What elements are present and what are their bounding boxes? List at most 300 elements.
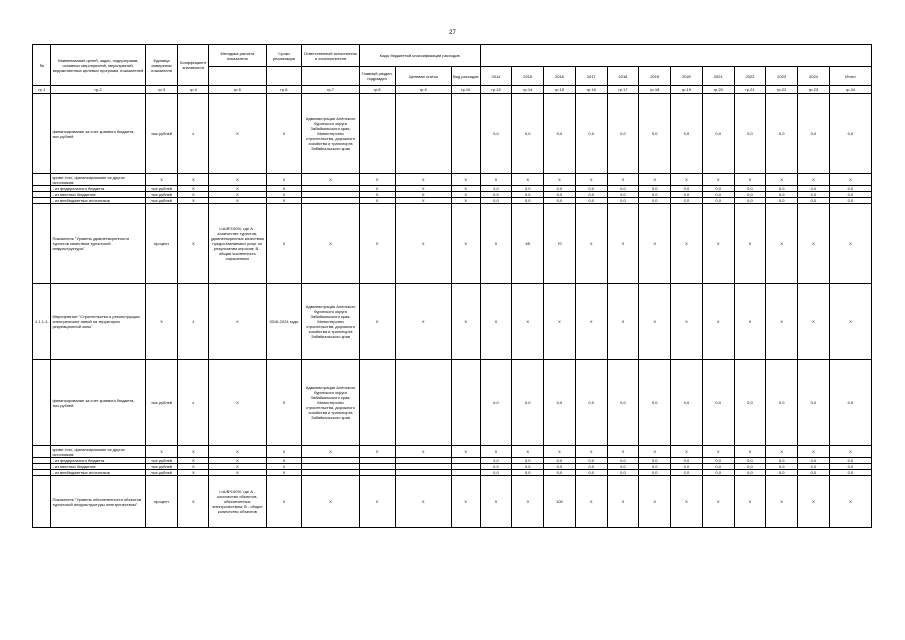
table-cell: Х bbox=[829, 476, 871, 528]
table-cell: 0,0 bbox=[607, 192, 639, 198]
table-cell: Х bbox=[512, 284, 544, 360]
table-cell: 0,0 bbox=[671, 192, 703, 198]
table-cell: 0,0 bbox=[702, 186, 734, 192]
table-cell: - из федерального бюджета bbox=[51, 186, 145, 192]
table-cell: 0,0 bbox=[671, 198, 703, 204]
table-cell: 0,0 bbox=[766, 192, 798, 198]
table-cell: 0,0 bbox=[544, 192, 576, 198]
table-cell: Х bbox=[607, 446, 639, 458]
table-cell: Х bbox=[395, 284, 451, 360]
table-cell: 0,0 bbox=[607, 470, 639, 476]
table-cell: Х bbox=[480, 284, 512, 360]
table-cell: 0,0 bbox=[671, 186, 703, 192]
table-cell: - из местных бюджетов bbox=[51, 192, 145, 198]
table-cell bbox=[33, 476, 51, 528]
table-cell: 0,0 bbox=[544, 458, 576, 464]
table-cell: Х bbox=[266, 446, 302, 458]
table-cell: 0,0 bbox=[512, 458, 544, 464]
table-cell: Х bbox=[671, 204, 703, 284]
header-blank-resp bbox=[302, 67, 359, 86]
table-cell: Х bbox=[266, 464, 302, 470]
table-cell: тыс.рублей bbox=[145, 198, 178, 204]
table-cell: I=A/B*100%, где А - количество туристов, удовлетворенных качеством предоставляемых услуг по результатам опросов; B - общая численность опрошенных bbox=[209, 204, 266, 284]
header-total: Итого bbox=[829, 67, 871, 86]
table-cell: 0,0 bbox=[671, 360, 703, 446]
column-number: гр.3 bbox=[145, 86, 178, 94]
table-cell: тыс.рублей bbox=[145, 360, 178, 446]
table-cell: Х bbox=[575, 284, 607, 360]
table-cell: - из местных бюджетов bbox=[51, 464, 145, 470]
table-cell: Х bbox=[395, 204, 451, 284]
header-year: 2023 bbox=[766, 67, 798, 86]
table-cell: 0,0 bbox=[734, 94, 766, 174]
table-cell bbox=[451, 360, 480, 446]
table-cell: Х bbox=[266, 94, 302, 174]
table-cell: Х bbox=[451, 446, 480, 458]
table-cell: Х bbox=[302, 446, 359, 458]
column-number: гр.8 bbox=[359, 86, 395, 94]
table-cell bbox=[33, 94, 51, 174]
table-cell: Х bbox=[209, 198, 266, 204]
table-cell: 0,0 bbox=[480, 470, 512, 476]
table-cell: 0,0 bbox=[734, 192, 766, 198]
table-cell: Х bbox=[178, 476, 209, 528]
table-cell: Х bbox=[178, 464, 209, 470]
table-cell: 0,0 bbox=[798, 94, 830, 174]
table-cell: х bbox=[178, 360, 209, 446]
table-cell: 0,0 bbox=[671, 464, 703, 470]
table-cell: 0,0 bbox=[575, 94, 607, 174]
table-cell: 0,0 bbox=[575, 464, 607, 470]
table-cell: 0,0 bbox=[829, 198, 871, 204]
table-cell: Х bbox=[829, 446, 871, 458]
table-cell: 0,0 bbox=[829, 360, 871, 446]
table-cell: Х bbox=[266, 470, 302, 476]
table-cell: 0,0 bbox=[734, 186, 766, 192]
table-cell bbox=[359, 360, 395, 446]
table-cell: - из внебюджетных источников bbox=[51, 470, 145, 476]
table-cell: Х bbox=[544, 446, 576, 458]
table-cell: Х bbox=[451, 476, 480, 528]
table-cell: 0,0 bbox=[544, 360, 576, 446]
table-cell: 0,0 bbox=[829, 464, 871, 470]
table-cell bbox=[33, 446, 51, 458]
header-blank-method bbox=[209, 67, 266, 86]
table-cell: 0,0 bbox=[639, 186, 671, 192]
table-cell: Показатель "Уровень обеспеченности объектов туристской инфраструктуры электричеством" bbox=[51, 476, 145, 528]
table-cell: Х bbox=[359, 186, 395, 192]
table-cell: Х bbox=[209, 94, 266, 174]
column-number: гр.7 bbox=[302, 86, 359, 94]
table-cell: 0,0 bbox=[766, 360, 798, 446]
table-cell: Х bbox=[178, 198, 209, 204]
table-cell: Администрация Аленского бурятского округа Забайкальского края, Министерство строительства, дорожного хозяйства и транспорта Забайкальского края bbox=[302, 360, 359, 446]
table-cell: Х bbox=[451, 174, 480, 186]
header-year: 2015 bbox=[512, 67, 544, 86]
table-cell: Х bbox=[702, 446, 734, 458]
table-cell: - из внебюджетных источников bbox=[51, 198, 145, 204]
table-cell: Х bbox=[702, 204, 734, 284]
table-cell: Х bbox=[512, 174, 544, 186]
table-cell: 0,0 bbox=[607, 458, 639, 464]
column-number: гр.14 bbox=[512, 86, 544, 94]
table-cell: 0,0 bbox=[766, 186, 798, 192]
table-cell: Х bbox=[395, 192, 451, 198]
table-cell: 0,0 bbox=[575, 192, 607, 198]
table-cell: 0,0 bbox=[512, 186, 544, 192]
table-cell: Х bbox=[671, 446, 703, 458]
table-cell: Х bbox=[544, 174, 576, 186]
table-cell: 0,0 bbox=[766, 198, 798, 204]
column-number: гр.21 bbox=[734, 86, 766, 94]
table-cell: Х bbox=[607, 204, 639, 284]
column-number: гр.16 bbox=[575, 86, 607, 94]
table-cell: Х bbox=[480, 446, 512, 458]
header-year: 2018 bbox=[607, 67, 639, 86]
table-cell: 0,0 bbox=[639, 94, 671, 174]
table-cell: Х bbox=[395, 198, 451, 204]
table-cell: Х bbox=[766, 476, 798, 528]
table-cell: Х bbox=[798, 476, 830, 528]
table-cell: Х bbox=[359, 192, 395, 198]
table-cell: Мероприятие "Строительство и реконструкция электрических линий на территории рекреационной зоны" bbox=[51, 284, 145, 360]
table-cell: 0,0 bbox=[766, 458, 798, 464]
table-cell: 0,0 bbox=[734, 360, 766, 446]
table-cell: 1 bbox=[178, 284, 209, 360]
table-cell: тыс.рублей bbox=[145, 94, 178, 174]
column-number: гр.17 bbox=[607, 86, 639, 94]
header-terms: Сроки реализации bbox=[266, 45, 302, 67]
table-cell: Администрация Аленского бурятского округа Забайкальского края, Министерство строительства, дорожного хозяйства и транспорта Забайкальского края bbox=[302, 284, 359, 360]
table-cell: кроме того, финансирование из других источников: bbox=[51, 174, 145, 186]
table-cell: 0,0 bbox=[829, 94, 871, 174]
column-number: гр.5 bbox=[209, 86, 266, 94]
table-cell: 0 bbox=[512, 476, 544, 528]
header-year: 2024 bbox=[798, 67, 830, 86]
table-cell: 0,0 bbox=[829, 186, 871, 192]
table-cell: Х bbox=[209, 192, 266, 198]
column-number: гр.24 bbox=[829, 86, 871, 94]
table-cell: 0,0 bbox=[702, 192, 734, 198]
table-cell: Х bbox=[359, 476, 395, 528]
table-cell: 0,0 bbox=[702, 458, 734, 464]
table-cell: 0,0 bbox=[480, 458, 512, 464]
table-cell: 0,0 bbox=[734, 464, 766, 470]
header-blank-terms bbox=[266, 67, 302, 86]
table-cell: 0,0 bbox=[829, 192, 871, 198]
header-year: 2017 bbox=[575, 67, 607, 86]
table-cell: Х bbox=[671, 284, 703, 360]
table-cell: Х bbox=[829, 174, 871, 186]
table-cell: Х bbox=[766, 446, 798, 458]
header-resp: Ответственный исполнитель и соисполнители bbox=[302, 45, 359, 67]
table-cell: Х bbox=[266, 192, 302, 198]
table-body bbox=[33, 94, 872, 528]
table-cell: 0,0 bbox=[575, 458, 607, 464]
table-cell: 0,0 bbox=[480, 360, 512, 446]
table-cell: Х bbox=[266, 198, 302, 204]
table-cell: Х bbox=[639, 204, 671, 284]
table-cell: Х bbox=[734, 476, 766, 528]
table-row bbox=[33, 94, 872, 174]
table-cell: 0,0 bbox=[480, 198, 512, 204]
table-cell: Х bbox=[395, 446, 451, 458]
table-cell: 70 bbox=[544, 204, 576, 284]
header-year: 2021 bbox=[702, 67, 734, 86]
table-cell: 0,0 bbox=[798, 464, 830, 470]
table-cell: 0,0 bbox=[575, 470, 607, 476]
table-cell bbox=[33, 174, 51, 186]
header-year: 2014 bbox=[480, 67, 512, 86]
table-cell: Х bbox=[145, 284, 178, 360]
table-cell: 0,0 bbox=[512, 470, 544, 476]
table-cell: 0,0 bbox=[512, 360, 544, 446]
table-cell: 0,0 bbox=[512, 192, 544, 198]
table-cell: Х bbox=[395, 174, 451, 186]
table-cell: Х bbox=[209, 174, 266, 186]
table-cell: Х bbox=[178, 204, 209, 284]
column-number: гр.19 bbox=[671, 86, 703, 94]
table-cell: Х bbox=[302, 476, 359, 528]
table-cell: Х bbox=[302, 204, 359, 284]
table-cell: Х bbox=[359, 446, 395, 458]
table-cell bbox=[359, 94, 395, 174]
table-cell: Х bbox=[575, 204, 607, 284]
column-number: гр.4 bbox=[178, 86, 209, 94]
table-cell: Х bbox=[798, 446, 830, 458]
table-cell: Х bbox=[607, 476, 639, 528]
table-cell: 0,0 bbox=[512, 94, 544, 174]
table-cell: 0,0 bbox=[798, 360, 830, 446]
table-cell: Х bbox=[178, 458, 209, 464]
table-cell: 0,0 bbox=[480, 192, 512, 198]
header-year: 2016 bbox=[544, 67, 576, 86]
table-cell: Х bbox=[178, 446, 209, 458]
table-cell: Х bbox=[480, 174, 512, 186]
table-cell: Х bbox=[395, 186, 451, 192]
header-year: 2020 bbox=[671, 67, 703, 86]
table-cell: 0,0 bbox=[575, 360, 607, 446]
table-cell: 0,0 bbox=[798, 470, 830, 476]
column-number: гр.1 bbox=[33, 86, 51, 94]
table-cell: Х bbox=[359, 204, 395, 284]
table-cell: 0,0 bbox=[702, 470, 734, 476]
table-cell: 0,0 bbox=[766, 94, 798, 174]
table-row bbox=[33, 476, 872, 528]
table-cell: Х bbox=[766, 174, 798, 186]
table-cell: Х bbox=[607, 174, 639, 186]
table-cell: Х bbox=[734, 284, 766, 360]
table-cell: Х bbox=[798, 174, 830, 186]
table-cell: 0,0 bbox=[734, 198, 766, 204]
column-number: гр.20 bbox=[702, 86, 734, 94]
table-cell: Х bbox=[734, 174, 766, 186]
table-cell: 0,0 bbox=[734, 458, 766, 464]
header-year: 2022 bbox=[734, 67, 766, 86]
table-cell: Х bbox=[266, 204, 302, 284]
table-cell: 0,0 bbox=[702, 360, 734, 446]
table-cell: Х bbox=[702, 174, 734, 186]
table-cell: 0,0 bbox=[639, 360, 671, 446]
table-cell: 0,0 bbox=[544, 470, 576, 476]
table-cell: 65 bbox=[512, 204, 544, 284]
table-cell: 0,0 bbox=[702, 94, 734, 174]
program-table bbox=[32, 44, 872, 528]
table-cell: Х bbox=[266, 476, 302, 528]
table-cell: 0,0 bbox=[798, 458, 830, 464]
header-num: № bbox=[33, 45, 51, 86]
table-cell: Х bbox=[607, 284, 639, 360]
table-cell: Х bbox=[145, 446, 178, 458]
table-cell: 0,0 bbox=[639, 198, 671, 204]
table-cell: Х bbox=[671, 174, 703, 186]
table-cell: Х bbox=[359, 198, 395, 204]
table-cell: Х bbox=[575, 174, 607, 186]
table-cell: Х bbox=[178, 192, 209, 198]
table-cell: Х bbox=[451, 192, 480, 198]
table-cell: 0,0 bbox=[766, 470, 798, 476]
column-numbers-row bbox=[33, 86, 872, 94]
table-cell: финансирование за счет краевого бюджета, тыс.рублей bbox=[51, 360, 145, 446]
table-cell: 0,0 bbox=[544, 94, 576, 174]
table-cell: Х bbox=[209, 446, 266, 458]
table-cell: 0,0 bbox=[671, 94, 703, 174]
table-cell: 0,0 bbox=[512, 198, 544, 204]
table-cell: Х bbox=[266, 186, 302, 192]
table-row bbox=[33, 446, 872, 458]
table-cell: Х bbox=[451, 284, 480, 360]
table-row bbox=[33, 204, 872, 284]
table-cell: Х bbox=[766, 204, 798, 284]
table-cell: 0,0 bbox=[480, 464, 512, 470]
page-number: 27 bbox=[449, 30, 456, 36]
table-cell: Х bbox=[639, 476, 671, 528]
table-cell: 2016-2024 годы bbox=[266, 284, 302, 360]
table-cell: Х bbox=[359, 284, 395, 360]
table-cell: Х bbox=[575, 476, 607, 528]
table-cell: Х bbox=[512, 446, 544, 458]
table-cell: Х bbox=[359, 174, 395, 186]
table-row bbox=[33, 360, 872, 446]
table-cell: кроме того, финансирование из других источников: bbox=[51, 446, 145, 458]
table-cell: тыс.рублей bbox=[145, 470, 178, 476]
table-cell bbox=[33, 204, 51, 284]
table-cell: Показатель "Уровень удовлетворенности туристов качеством туристской инфраструктуры" bbox=[51, 204, 145, 284]
table-cell: тыс.рублей bbox=[145, 458, 178, 464]
table-cell: процент bbox=[145, 204, 178, 284]
table-cell: Х bbox=[209, 470, 266, 476]
header-method: Методика расчета показателя bbox=[209, 45, 266, 67]
table-cell: тыс.рублей bbox=[145, 464, 178, 470]
table-cell: 0,0 bbox=[829, 458, 871, 464]
table-cell: Х bbox=[145, 174, 178, 186]
table-cell: 0,0 bbox=[607, 198, 639, 204]
table-cell: 0,0 bbox=[607, 464, 639, 470]
table-cell: 0,0 bbox=[480, 186, 512, 192]
table-cell: 100 bbox=[544, 476, 576, 528]
table-cell: 0,0 bbox=[544, 464, 576, 470]
header-year: 2019 bbox=[639, 67, 671, 86]
table-cell: Х bbox=[266, 458, 302, 464]
table-cell: I=A/B*100%, где А - количество объектов, обеспеченных электричеством; B - общее количество объектов bbox=[209, 476, 266, 528]
column-number: гр.13 bbox=[480, 86, 512, 94]
table-cell: 0,0 bbox=[671, 470, 703, 476]
table-cell: Х bbox=[671, 476, 703, 528]
table-cell: Х bbox=[829, 204, 871, 284]
header-row-1 bbox=[33, 45, 872, 67]
table-cell: Х bbox=[544, 284, 576, 360]
column-number: гр.18 bbox=[639, 86, 671, 94]
table-cell: 0,0 bbox=[639, 464, 671, 470]
header-target: Целевая статья bbox=[395, 67, 451, 86]
table-cell: 0,0 bbox=[766, 464, 798, 470]
table-cell: Х bbox=[209, 458, 266, 464]
table-cell: тыс.рублей bbox=[145, 186, 178, 192]
table-cell: Х bbox=[209, 284, 266, 360]
table-row bbox=[33, 284, 872, 360]
table-cell: Х bbox=[451, 198, 480, 204]
table-cell: 0,0 bbox=[639, 470, 671, 476]
table-cell: Х bbox=[451, 204, 480, 284]
table-cell: Х bbox=[480, 204, 512, 284]
table-cell: Х bbox=[395, 476, 451, 528]
table-cell: Х bbox=[734, 204, 766, 284]
column-number: гр.22 bbox=[766, 86, 798, 94]
header-codes: Коды бюджетной классификации расходов bbox=[359, 45, 480, 67]
table-cell: процент bbox=[145, 476, 178, 528]
column-number: гр.9 bbox=[395, 86, 451, 94]
table-cell: Х bbox=[209, 464, 266, 470]
table-cell: 0,0 bbox=[798, 198, 830, 204]
header-exptype: Вид расходов bbox=[451, 67, 480, 86]
table-cell: 0,0 bbox=[639, 458, 671, 464]
table-cell: 0,0 bbox=[734, 470, 766, 476]
header-name: Наименование целей, задач, подпрограмм, основных мероприятий, мероприятий, ведомственных целевых программ, показателей bbox=[51, 45, 145, 86]
table-cell: Администрация Аленского бурятского округа Забайкальского края, Министерство строительства, дорожного хозяйства и транспорта Забайкальского края bbox=[302, 94, 359, 174]
table-cell: Х bbox=[266, 360, 302, 446]
table-cell: х bbox=[178, 94, 209, 174]
table-cell: Х bbox=[302, 174, 359, 186]
table-cell bbox=[395, 360, 451, 446]
column-number: гр.15 bbox=[544, 86, 576, 94]
table-cell: Х bbox=[575, 446, 607, 458]
table-cell: Х bbox=[734, 446, 766, 458]
table-cell: Х bbox=[266, 174, 302, 186]
table-cell: 1.1.1.1. bbox=[33, 284, 51, 360]
header-unit: Единица измерения показателя bbox=[145, 45, 178, 86]
table-cell bbox=[451, 94, 480, 174]
table-cell: Х bbox=[798, 284, 830, 360]
column-number: гр.6 bbox=[266, 86, 302, 94]
table-cell: Х bbox=[209, 360, 266, 446]
table-cell: Х bbox=[480, 476, 512, 528]
table-cell: - из федерального бюджета bbox=[51, 458, 145, 464]
table-cell: тыс.рублей bbox=[145, 192, 178, 198]
table-cell: 0,0 bbox=[798, 186, 830, 192]
table-cell: Х bbox=[639, 446, 671, 458]
table-cell: Х bbox=[178, 186, 209, 192]
header-chapter: Главный раздел, подраздел bbox=[359, 67, 395, 86]
table-row bbox=[33, 174, 872, 186]
column-number: гр.2 bbox=[51, 86, 145, 94]
table-cell: Х bbox=[639, 174, 671, 186]
table-cell: 0,0 bbox=[544, 186, 576, 192]
table-cell: 0,0 bbox=[702, 464, 734, 470]
table-cell: Х bbox=[639, 284, 671, 360]
table-cell: 0,0 bbox=[702, 198, 734, 204]
table-cell: 0,0 bbox=[607, 186, 639, 192]
table-cell: финансирование за счет краевого бюджета, тыс.рублей bbox=[51, 94, 145, 174]
